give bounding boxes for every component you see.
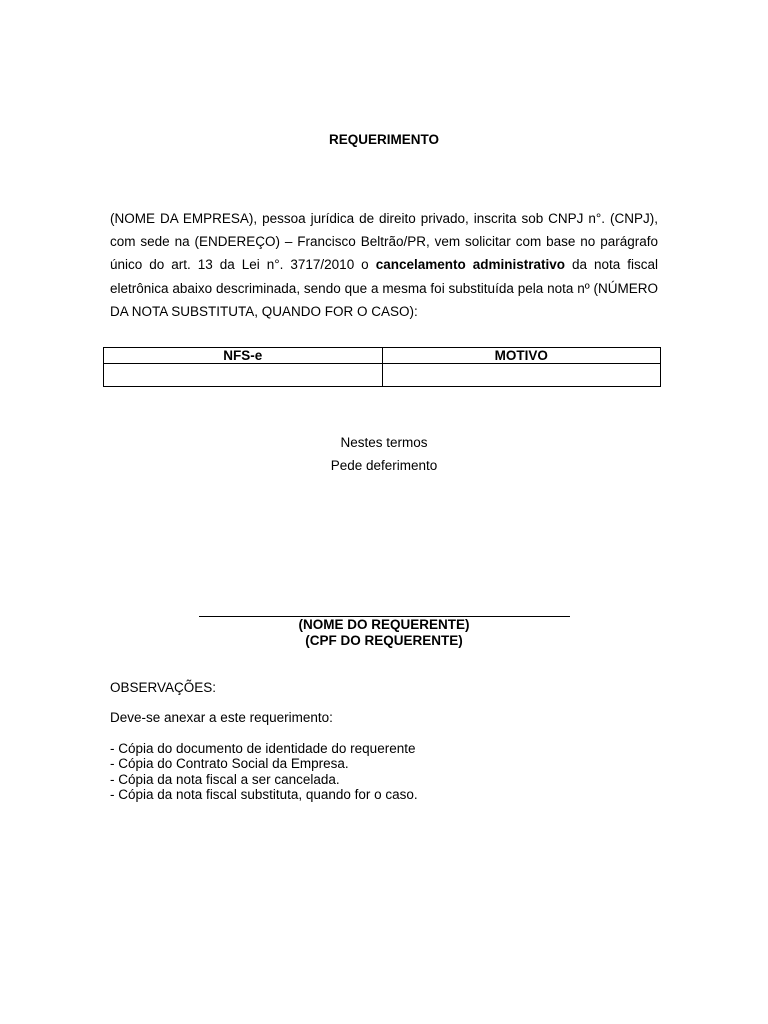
- table-cell-nfse: [104, 364, 383, 387]
- table-cell-motivo: [382, 364, 661, 387]
- requester-name: (NOME DO REQUERENTE): [298, 617, 470, 632]
- paragraph-text-1: (NOME DA EMPRESA), pessoa jurídica de direito privado, inscrita sob CNPJ n°. (CNPJ), com sede na (ENDEREÇO) – Francisco Beltrão/PR, vem solicitar com base no parágrafo único do art. 13 da Lei n°. 3717/2010 o: [110, 211, 658, 273]
- list-item: - Cópia da nota fiscal a ser cancelada.: [110, 771, 340, 787]
- closing-block: [0, 431, 768, 477]
- paragraph-text-2: da nota fiscal eletrônica abaixo descriminada, sendo que a mesma foi substituída pela nota nº (NÚMERO DA NOTA SUBSTITUTA, QUANDO FOR O CASO):: [110, 257, 658, 319]
- closing-line-1: Nestes termos: [340, 435, 428, 450]
- signature-block: [0, 617, 768, 649]
- closing-line-2: Pede deferimento: [330, 458, 438, 473]
- column-header-nfse: NFS-e: [104, 348, 383, 364]
- list-item: - Cópia do Contrato Social da Empresa.: [110, 756, 349, 772]
- table-header-row: [104, 348, 661, 364]
- list-item: - Cópia da nota fiscal substituta, quando for o caso.: [110, 786, 418, 802]
- document-title: REQUERIMENTO: [328, 132, 439, 147]
- requester-cpf: (CPF DO REQUERENTE): [305, 633, 463, 648]
- observations-title: OBSERVAÇÕES:: [110, 680, 217, 695]
- paragraph-bold-text: cancelamento administrativo: [375, 257, 565, 273]
- attachments-list: [110, 741, 418, 802]
- nfse-table: [103, 347, 661, 387]
- table-row: [104, 364, 661, 387]
- observations-intro: Deve-se anexar a este requerimento:: [110, 710, 333, 725]
- request-paragraph: [110, 207, 658, 323]
- column-header-motivo: MOTIVO: [382, 348, 661, 364]
- list-item: - Cópia do documento de identidade do requerente: [110, 741, 416, 756]
